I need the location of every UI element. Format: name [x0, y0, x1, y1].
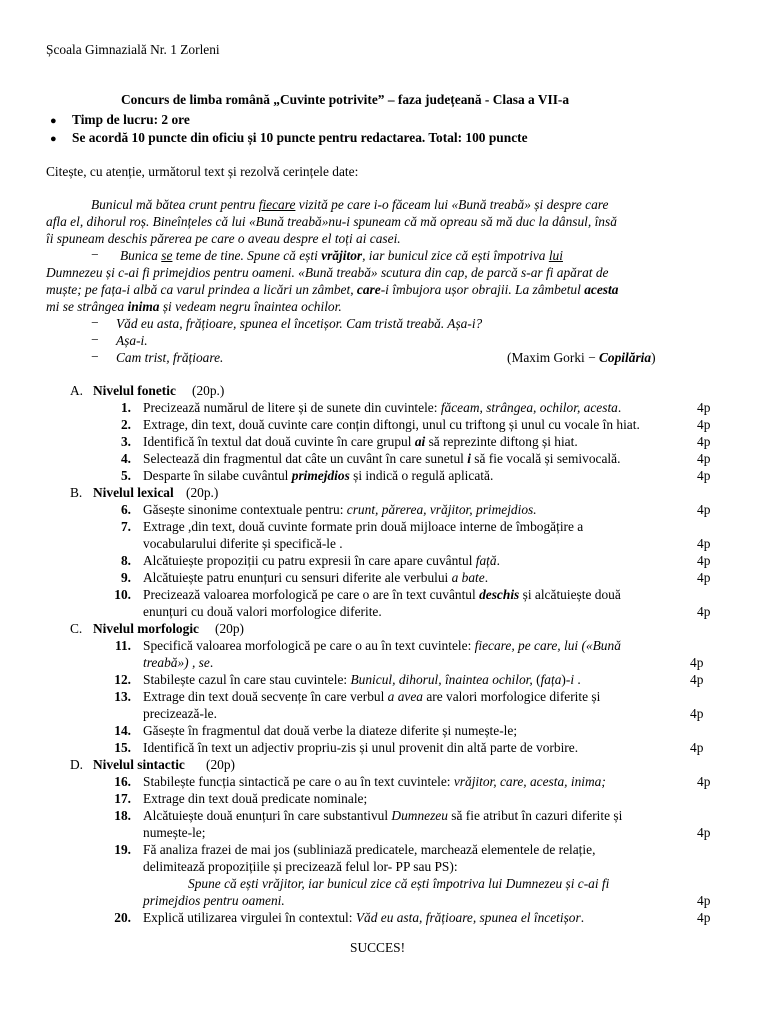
bullet-icon: ● — [50, 115, 57, 127]
section-d-header: D. Nivelul sintactic (20p) — [70, 757, 236, 772]
question-item-cont: enunțuri cu două valori morfologice diferite. 4p — [143, 604, 711, 619]
question-item: 14. Găsește în fragmentul dat două verbe la diateze diferite și numește-le; — [114, 723, 518, 738]
question-item: 12. Stabilește cazul în care stau cuvintele: Bunicul, dihorul, înaintea ochilor, (fața)-i . 4p — [114, 672, 704, 687]
question-item: 15. Identifică în text un adjectiv propriu-zis și unul provenit din altă parte de vorbire. 4p — [114, 740, 704, 755]
dash-icon: − — [91, 247, 99, 262]
dialogue-line: Văd eu asta, frățioare, spunea el încetișor. Cam tristă treabă. Așa-i? — [116, 316, 483, 331]
page-title: Concurs de limba română „Cuvinte potrivite” – faza județeană - Clasa a VII-a — [121, 92, 570, 107]
story-line: muște; pe fața-i albă ca varul prindea a licări un zâmbet, care-i îmbujora ușor obrajii. La zâmbetul acesta — [46, 282, 619, 297]
question-item: 2. Extrage, din text, două cuvinte care conțin diftongi, unul cu triftong și unul cu vocale în hiat. 4p — [120, 417, 711, 432]
question-item: 11. Specifică valoarea morfologică pe care o au în text cuvintele: fiecare, pe care, lui («Bună — [115, 638, 621, 653]
question-item-cont: delimitează propozițiile și precizează felul lor- PP sau PS): — [143, 859, 458, 874]
story-line: Bunicul mă bătea crunt pentru fiecare vizită pe care i-o făceam lui «Bună treabă» și despre care — [91, 197, 609, 212]
instruction: Citește, cu atenție, următorul text și rezolvă cerințele date: — [46, 164, 359, 179]
question-item: 6. Găsește sinonime contextuale pentru: crunt, părerea, vrăjitor, primejdios. 4p — [120, 502, 711, 517]
footer-success: SUCCES! — [350, 940, 406, 955]
question-item: 4. Selectează din fragmentul dat câte un cuvânt în care sunetul i să fie vocală și semivocală. 4p — [120, 451, 711, 466]
section-a-header: A. Nivelul fonetic (20p.) — [70, 383, 225, 398]
question-item-cont: precizează-le. 4p — [143, 706, 704, 721]
story-line: îi spuneam deschis părerea pe care o aveau despre el toți ai casei. — [46, 231, 401, 246]
question-item: 10. Precizează valoarea morfologică pe care o are în text cuvântul deschis și alcătuiește două — [114, 587, 621, 602]
story-line: afla el, dihorul roș. Bineînțeles că lui «Bună treabă»nu-i spuneam că mă opreau să mă duc la dânsul, însă — [46, 214, 617, 229]
question-item: 18. Alcătuiește două enunțuri în care substantivul Dumnezeu să fie atribut în cazuri diferite și — [114, 808, 623, 823]
source-citation: (Maxim Gorki − Copilăria) — [507, 350, 656, 365]
bullet-time: Timp de lucru: 2 ore — [72, 112, 190, 127]
question-item: 8. Alcătuiește propoziții cu patru expresii în care apare cuvântul față. 4p — [120, 553, 711, 568]
story-line: Bunica se teme de tine. Spune că ești vrăjitor, iar bunicul zice că ești împotriva lui — [120, 248, 563, 263]
dialogue-line: Cam trist, frățioare. — [116, 350, 224, 365]
question-item: 17. Extrage din text două predicate nominale; — [114, 791, 368, 806]
question-item: 9. Alcătuiește patru enunțuri cu sensuri diferite ale verbului a bate. 4p — [120, 570, 711, 585]
question-item: 19. Fă analiza frazei de mai jos (subliniază predicatele, marchează elementele de relație, — [114, 842, 596, 857]
question-item-cont: treabă») , se. 4p — [143, 655, 704, 670]
sentence-quote-cont: primejdios pentru oameni. 4p — [143, 893, 711, 908]
bullet-icon: ● — [50, 133, 57, 145]
question-item: 13. Extrage din text două secvențe în care verbul a avea are valori morfologice diferite și — [114, 689, 601, 704]
dash-icon: − — [91, 332, 99, 347]
question-item: 7. Extrage ,din text, două cuvinte formate prin două mijloace interne de îmbogățire a — [120, 519, 584, 534]
bullet-points: Se acordă 10 puncte din oficiu și 10 puncte pentru redactarea. Total: 100 puncte — [72, 130, 528, 145]
question-item: 16. Stabilește funcția sintactică pe care o au în text cuvintele: vrăjitor, care, acesta, inima; 4p — [114, 774, 711, 789]
sentence-quote: Spune că ești vrăjitor, iar bunicul zice că ești împotriva lui Dumnezeu și c-ai fi — [188, 876, 610, 891]
section-c-header: C. Nivelul morfologic (20p) — [70, 621, 245, 636]
question-item: 5. Desparte în silabe cuvântul primejdios și indică o regulă aplicată. 4p — [120, 468, 711, 483]
dialogue-line: Așa-i. — [116, 333, 148, 348]
question-item: 1. Precizează numărul de litere și de sunete din cuvintele: făceam, strângea, ochilor, acesta. 4p — [120, 400, 711, 415]
section-b-header: B. Nivelul lexical (20p.) — [70, 485, 219, 500]
story-line: mi se strângea inima și vedeam negru înaintea ochilor. — [46, 299, 342, 314]
school-name: Școala Gimnazială Nr. 1 Zorleni — [46, 42, 220, 57]
question-item: 3. Identifică în textul dat două cuvinte în care grupul ai să reprezinte diftong și hiat. 4p — [120, 434, 711, 449]
dash-icon: − — [91, 349, 99, 364]
story-line: Dumnezeu și c-ai fi primejdios pentru oameni. «Bună treabă» scutura din cap, de parcă s-ar fi apărat de — [46, 265, 609, 280]
question-item-cont: numește-le; 4p — [143, 825, 711, 840]
dash-icon: − — [91, 315, 99, 330]
question-item: 20. Explică utilizarea virgulei în contextul: Văd eu asta, frățioare, spunea el încetișor. 4p — [114, 910, 711, 925]
question-item-cont: vocabularului diferite și specifică-le . 4p — [143, 536, 711, 551]
